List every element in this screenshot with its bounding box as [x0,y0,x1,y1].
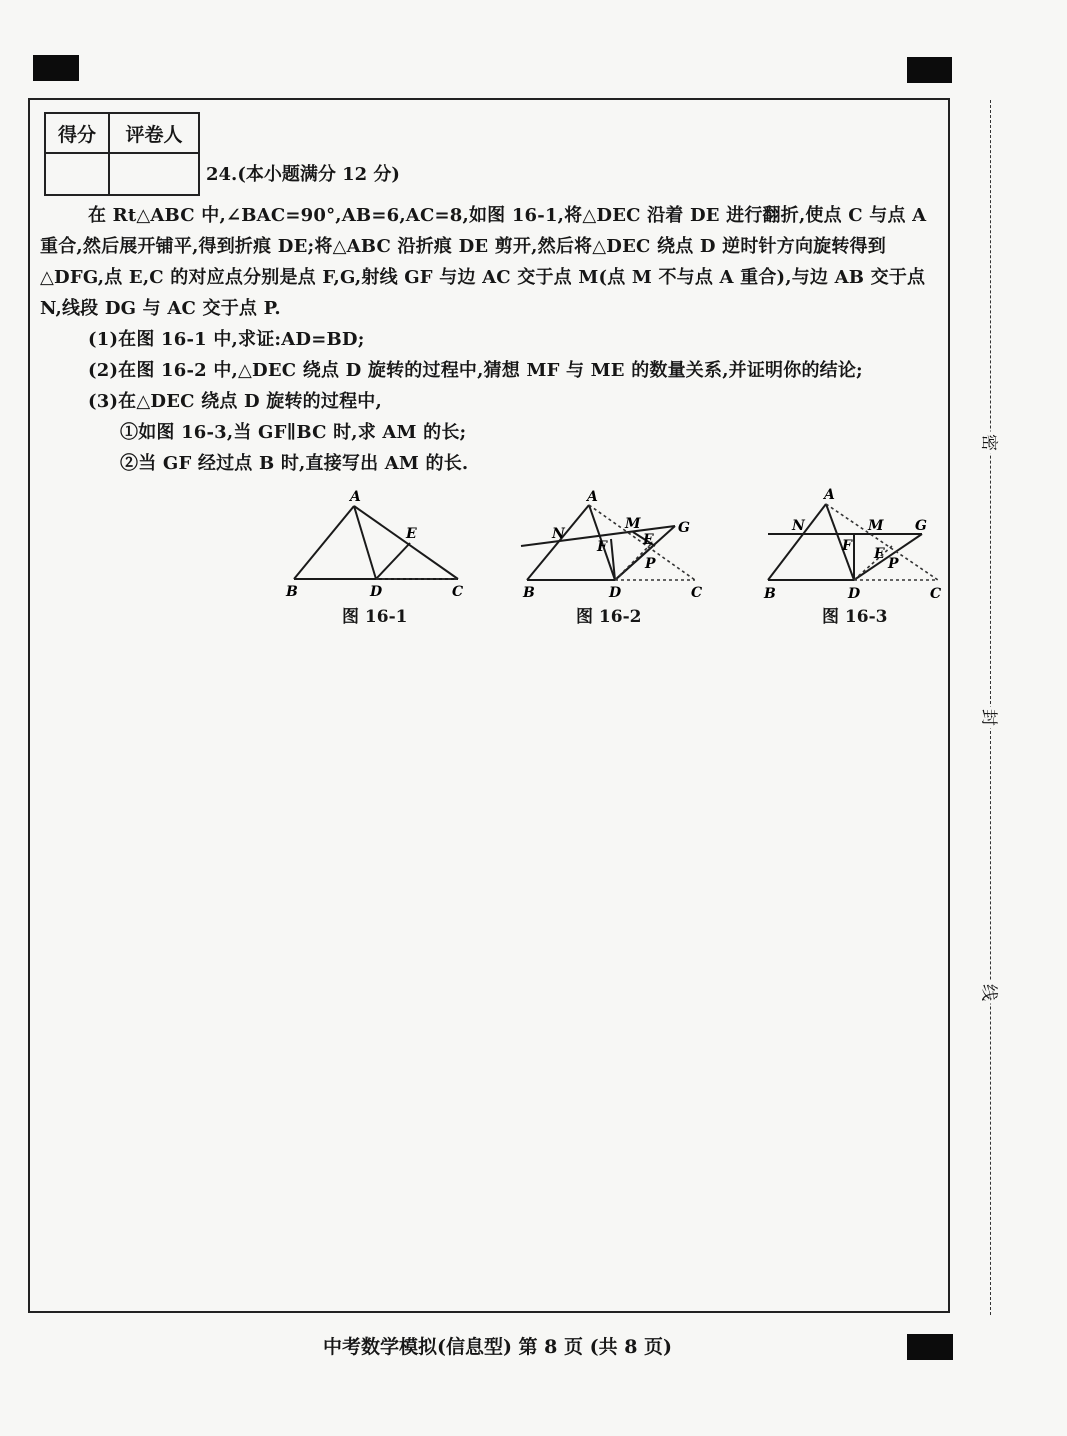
label-n: N [552,526,565,542]
label-b: B [286,584,298,600]
question-part-3: (3)在△DEC 绕点 D 旋转的过程中, [88,391,382,412]
label-m: M [868,518,884,534]
label-b: B [523,585,535,601]
corner-marker-top-right [907,57,952,83]
label-p: P [888,556,899,572]
grader-header: 评卷人 [109,113,199,153]
label-f: F [842,538,852,554]
figure-16-1 [280,488,470,607]
label-g: G [915,518,927,534]
segment-ab [768,504,826,580]
label-d: D [609,585,622,601]
score-table [44,112,200,196]
figure-16-1-diagram [280,488,470,603]
question-part-1: (1)在图 16-1 中,求证:AD=BD; [88,329,365,350]
label-a: A [824,487,835,503]
figure-16-2-diagram [515,488,715,603]
question-part-3-2: ②当 GF 经过点 B 时,直接写出 AM 的长. [120,453,469,474]
figure-16-3-caption: 图 16-3 [822,607,888,627]
label-b: B [764,586,776,602]
figure-16-1-caption: 图 16-1 [342,607,408,627]
segment-de-dashed [854,546,892,580]
label-d: D [370,584,383,600]
figure-16-2 [515,488,715,607]
question-intro: 在 Rt△ABC 中,∠BAC=90°,AB=6,AC=8,如图 16-1,将△DEC 沿着 DE 进行翻折,使点 C 与点 A 重合,然后展开铺平,得到折痕 DE;将△ABC 沿折痕 DE 剪开,然后将△DEC 绕点 D 逆时针方向旋转得到△DFG,点 E,C 的对应点分别是点 F,G,射线 GF 与边 AC 交于点 M(点 M 不与点 A 重合),与边 AB 交于点 N,线段 DG 与 AC 交于点 P. [40,205,927,319]
label-n: N [792,518,805,534]
answer-frame [28,98,950,1313]
seal-char-xian: 线 [979,982,1004,1004]
label-p: P [645,556,656,572]
label-a: A [587,489,598,505]
segment-ac [354,506,458,579]
segment-ab [527,505,589,580]
label-e: E [406,526,417,542]
page-footer: 中考数学模拟(信息型) 第 8 页 (共 8 页) [322,1336,673,1358]
label-e: E [874,546,885,562]
question-part-3-1: ①如图 16-3,当 GF∥BC 时,求 AM 的长; [120,422,467,443]
question-part-2: (2)在图 16-2 中,△DEC 绕点 D 旋转的过程中,猜想 MF 与 ME 的数量关系,并证明你的结论; [88,360,863,381]
segment-de [376,543,410,579]
label-a: A [350,489,361,505]
segment-ad [354,506,376,579]
label-c: C [930,586,942,602]
label-c: C [452,584,464,600]
score-header: 得分 [45,113,109,153]
score-cell[interactable] [45,153,109,195]
label-g: G [678,520,690,536]
figure-16-3 [762,486,952,608]
seal-char-mi: 密 [979,432,1004,454]
label-d: D [848,586,861,602]
segment-ab [294,506,354,579]
corner-marker-top-left [33,55,79,81]
seal-char-feng: 封 [979,707,1004,729]
label-m: M [625,516,641,532]
label-e: E [643,532,654,548]
figure-16-3-diagram [762,486,952,604]
figure-16-2-caption: 图 16-2 [576,607,642,627]
grader-cell[interactable] [109,153,199,195]
question-header: 24.(本小题满分 12 分) [206,164,400,185]
question-body [40,200,940,479]
label-f: F [597,539,607,555]
label-c: C [691,585,703,601]
